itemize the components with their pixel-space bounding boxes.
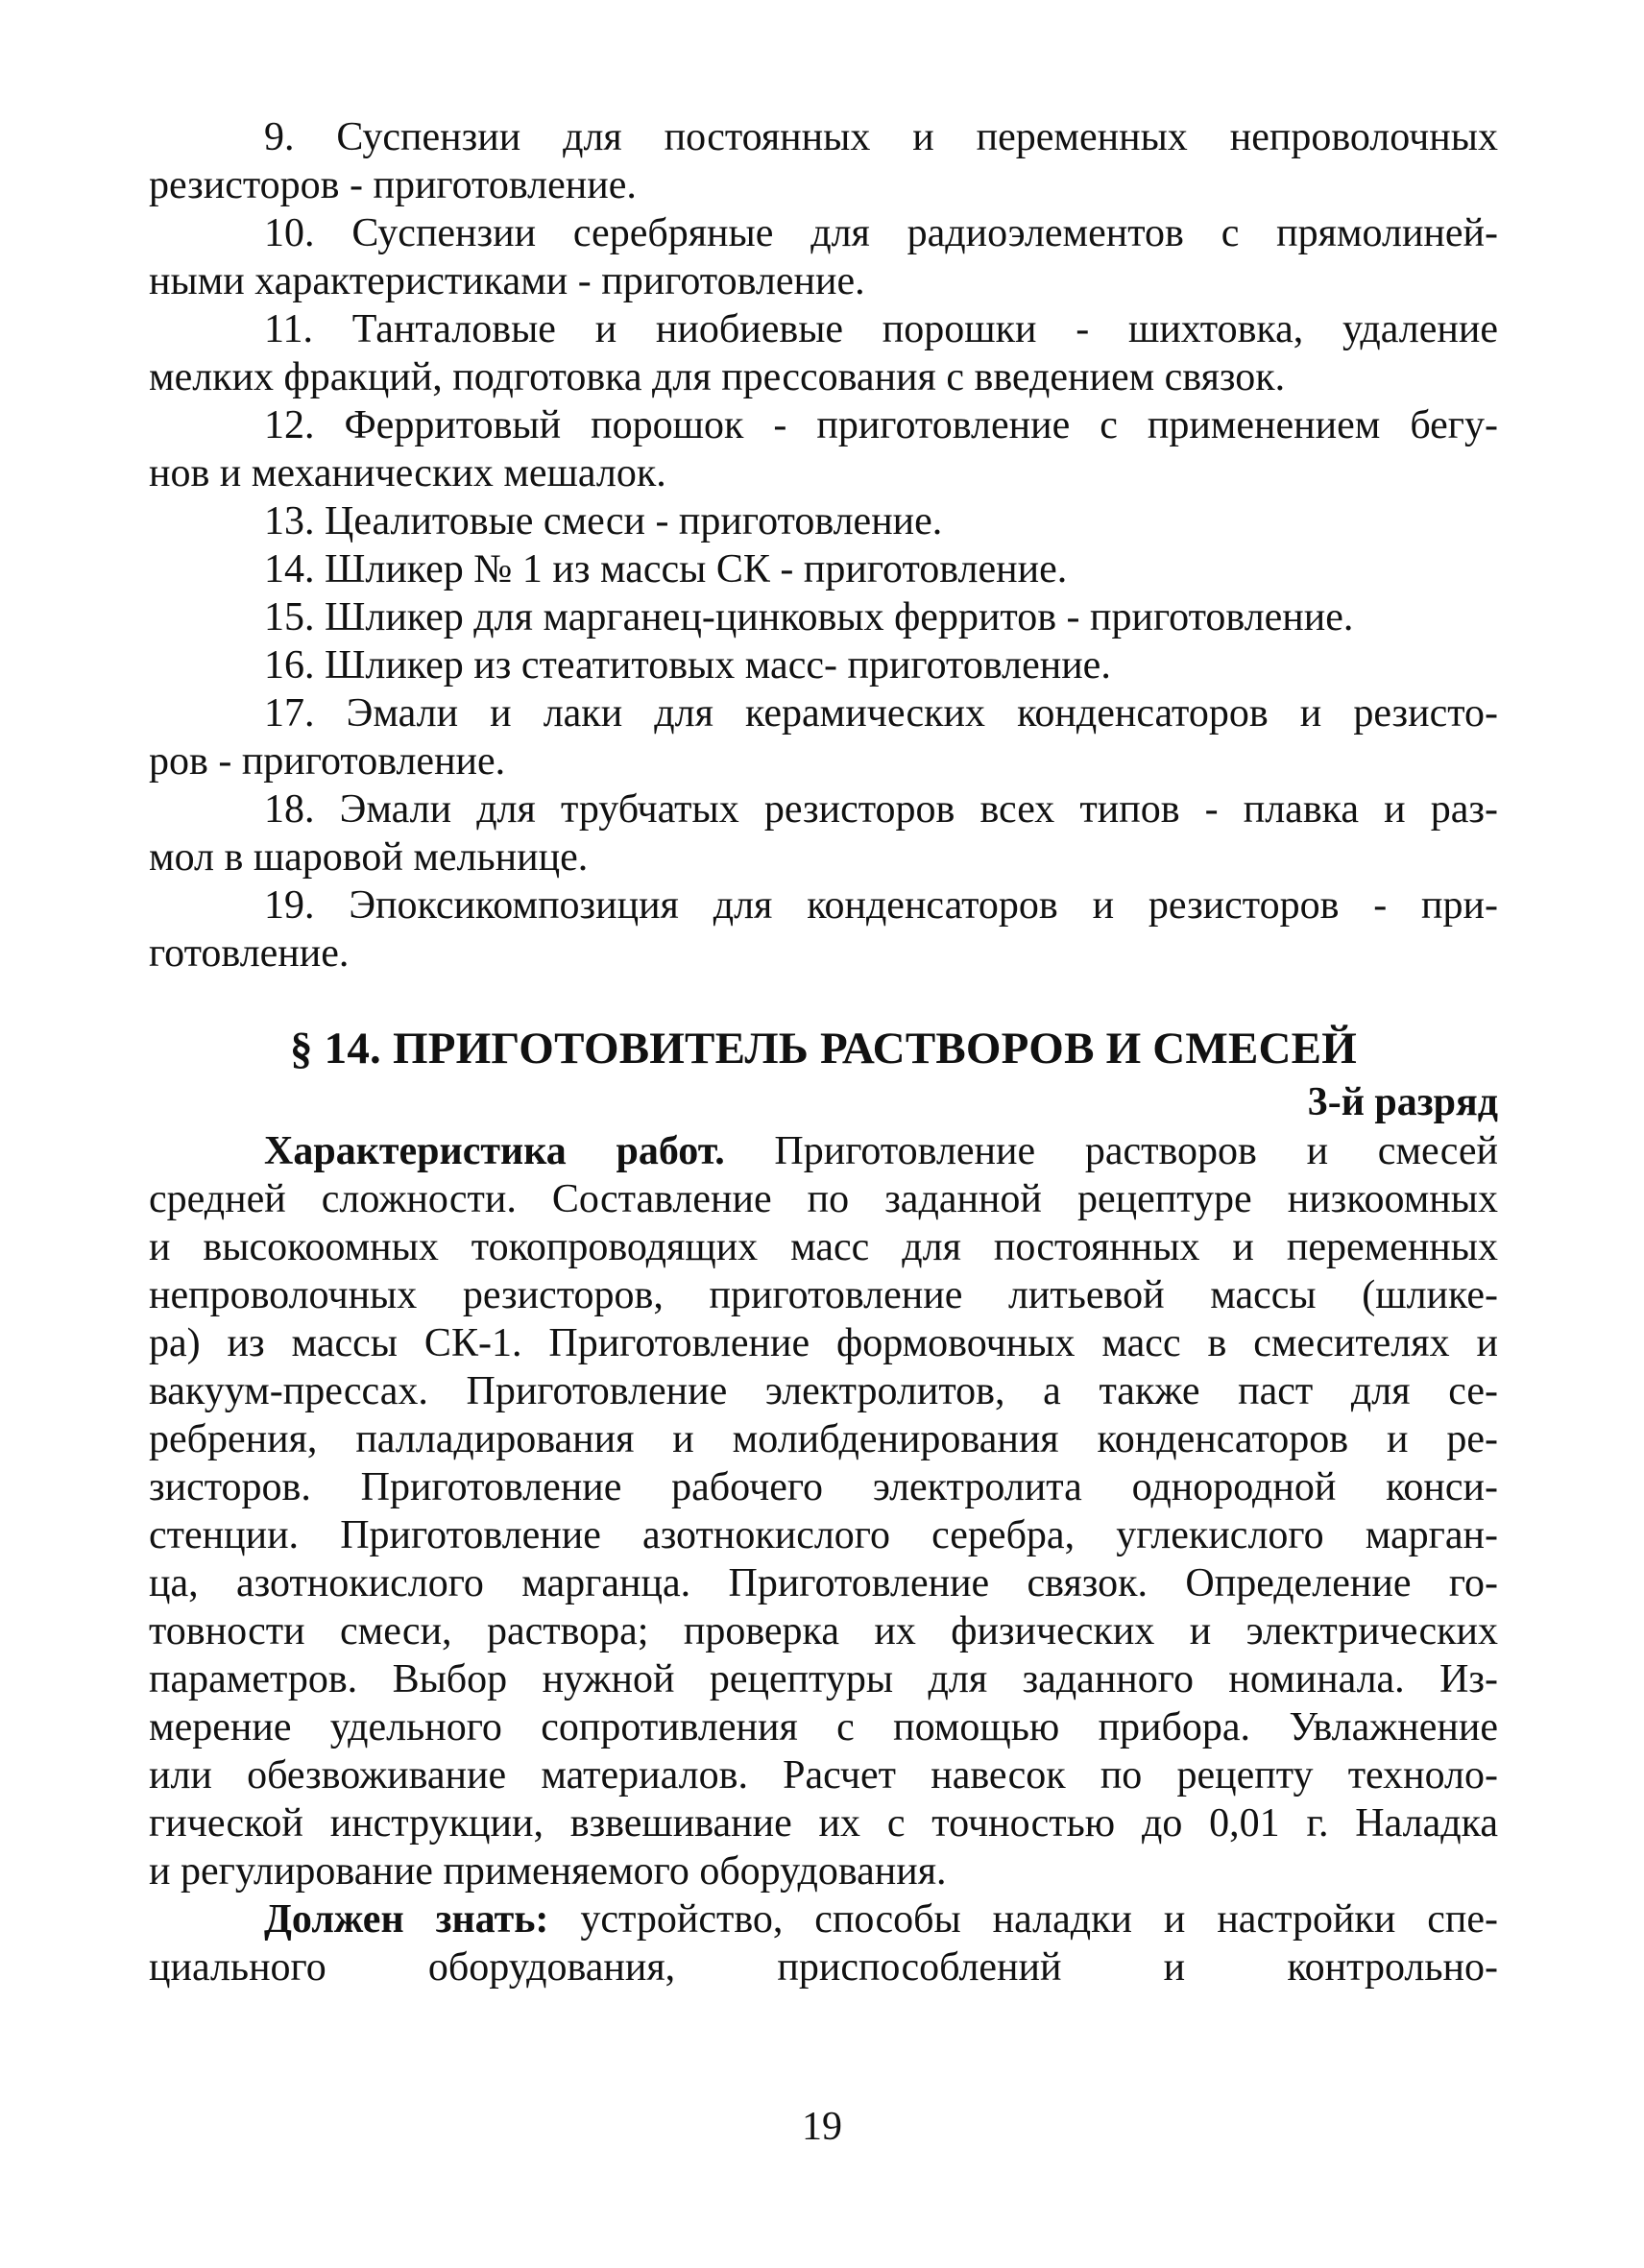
paragraph-line: средней сложности. Составление по заданной рецептуре низкоомных [149,1177,1498,1221]
paragraph-line: зисторов. Приготовление рабочего электролита однородной конси- [149,1465,1498,1509]
list-item-line: 14. Шликер № 1 из массы СК - приготовление. [264,547,1068,591]
list-item-line: ными характеристиками - приготовление. [149,259,865,303]
paragraph-line: или обезвоживание материалов. Расчет навесок по рецепту техноло- [149,1753,1498,1798]
paragraph-line: вакуум-прессах. Приготовление электролитов, а также паст для се- [149,1369,1498,1413]
list-item-line: 16. Шликер из стеатитовых масс- приготовление. [264,643,1111,688]
paragraph-line: товности смеси, раствора; проверка их физических и электрических [149,1609,1498,1653]
list-item [149,497,1498,545]
list-item [149,305,1498,401]
paragraph-line [149,1127,1498,1175]
paragraph-line: параметров. Выбор нужной рецептуры для заданного номинала. Из- [149,1657,1498,1701]
list-item [149,881,1498,977]
list-item [149,401,1498,497]
paragraph-text: Приготовление растворов и смесей [724,1129,1498,1173]
list-item-line: мелких фракций, подготовка для прессования с введением связок. [149,355,1286,399]
paragraph-line: мерение удельного сопротивления с помощью прибора. Увлажнение [149,1705,1498,1749]
list-item-line: мол в шаровой мельнице. [149,835,589,880]
paragraph-line: ца, азотнокислого марганца. Приготовление связок. Определение го- [149,1561,1498,1605]
characteristics-paragraph [149,1127,1498,1895]
list-item [149,641,1498,689]
paragraph-line: и регулирование применяемого оборудования. [149,1849,947,1894]
list-item-line: 15. Шликер для марганец-цинковых ферритов - приготовление. [264,595,1354,639]
paragraph-line [149,1895,1498,1943]
list-item-line: 12. Ферритовый порошок - приготовление с применением бегу- [264,403,1498,447]
list-item-line: 17. Эмали и лаки для керамических конденсаторов и резисто- [264,691,1498,736]
list-item [149,785,1498,881]
document-page [149,113,1498,1991]
paragraph-line: и высокоомных токопроводящих масс для постоянных и переменных [149,1225,1498,1269]
list-item [149,593,1498,641]
grade-label: 3-й разряд [1307,1080,1498,1124]
paragraph-line: циального оборудования, приспособлений и контрольно- [149,1945,1498,1990]
list-item-line: 18. Эмали для трубчатых резисторов всех типов - плавка и раз- [264,787,1498,832]
list-item-line: 10. Суспензии серебряные для радиоэлементов с прямолиней- [264,211,1498,255]
paragraph-text: устройство, способы наладки и настройки спе- [548,1897,1498,1942]
list-item-line: нов и механических мешалок. [149,451,666,495]
list-item-line: 13. Цеалитовые смеси - приготовление. [264,499,943,543]
paragraph-line: ра) из массы СК-1. Приготовление формовочных масс в смесителях и [149,1321,1498,1365]
list-item-line: готовление. [149,931,350,976]
list-item-line: 11. Танталовые и ниобиевые порошки - шихтовка, удаление [264,307,1498,351]
list-item-line: 9. Суспензии для постоянных и переменных непроволочных [264,115,1498,159]
must-know-paragraph [149,1895,1498,1991]
list-item [149,545,1498,593]
characteristics-label: Характеристика работ. [264,1129,725,1173]
paragraph-line: стенции. Приготовление азотнокислого серебра, углекислого марган- [149,1513,1498,1557]
list-item [149,689,1498,785]
list-item-line: ров - приготовление. [149,739,506,784]
paragraph-line: непроволочных резисторов, приготовление литьевой массы (шлике- [149,1273,1498,1317]
list-item [149,209,1498,305]
list-item [149,113,1498,209]
must-know-label: Должен знать: [264,1897,549,1942]
list-item-line: 19. Эпоксикомпозиция для конденсаторов и резисторов - при- [264,883,1498,928]
paragraph-line: гической инструкции, взвешивание их с точностью до 0,01 г. Наладка [149,1801,1498,1846]
paragraph-line: ребрения, палладирования и молибденирования конденсаторов и ре- [149,1417,1498,1461]
list-item-line: резисторов - приготовление. [149,163,637,207]
section-heading: § 14. ПРИГОТОВИТЕЛЬ РАСТВОРОВ И СМЕСЕЙ [290,1024,1357,1074]
page-number: 19 [802,2105,842,2149]
